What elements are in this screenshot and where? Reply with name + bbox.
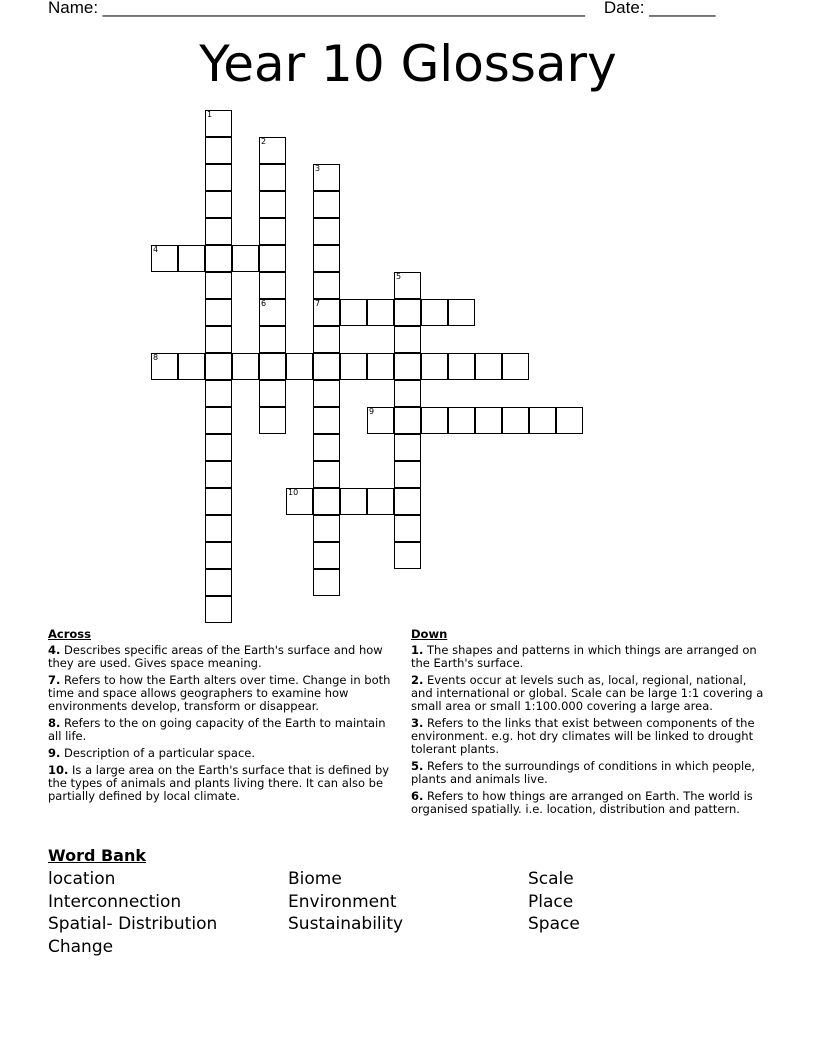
crossword-cell[interactable] bbox=[259, 191, 286, 218]
crossword-cell[interactable] bbox=[232, 245, 259, 272]
crossword-cell[interactable] bbox=[448, 299, 475, 326]
crossword-cell[interactable] bbox=[313, 488, 340, 515]
crossword-cell[interactable] bbox=[259, 272, 286, 299]
crossword-cell[interactable] bbox=[313, 218, 340, 245]
clue-number: 6. bbox=[411, 789, 424, 803]
crossword-cell[interactable] bbox=[340, 488, 367, 515]
crossword-cell[interactable] bbox=[205, 110, 232, 137]
clue-text: Refers to how things are arranged on Earth. The world is organised spatially. i.e. location, distribution and pattern. bbox=[411, 789, 753, 816]
word-bank-word: Interconnection bbox=[48, 891, 182, 912]
across-heading: Across bbox=[48, 627, 91, 641]
word-bank-word: Place bbox=[528, 891, 574, 912]
across-clue bbox=[48, 717, 394, 743]
crossword-cell[interactable] bbox=[313, 434, 340, 461]
word-bank-word: Change bbox=[48, 937, 114, 958]
crossword-cell[interactable] bbox=[205, 515, 232, 542]
crossword-cell[interactable] bbox=[475, 353, 502, 380]
across-clues bbox=[48, 628, 394, 807]
crossword-cell[interactable] bbox=[313, 569, 340, 596]
crossword-cell[interactable] bbox=[394, 515, 421, 542]
clue-number-label: 2 bbox=[261, 137, 267, 146]
name-date-line: Name: ___________________________________________________ Date: _______ bbox=[48, 0, 716, 17]
crossword-cell[interactable] bbox=[313, 299, 340, 326]
clue-number: 10. bbox=[48, 763, 69, 777]
crossword-cell[interactable] bbox=[259, 299, 286, 326]
word-bank-word: Scale bbox=[528, 869, 574, 889]
crossword-cell[interactable] bbox=[394, 407, 421, 434]
word-bank-column bbox=[528, 868, 758, 936]
crossword-cell[interactable] bbox=[556, 407, 583, 434]
crossword-cell[interactable] bbox=[394, 542, 421, 569]
page-title: Year 10 Glossary bbox=[199, 35, 617, 93]
crossword-cell[interactable] bbox=[502, 353, 529, 380]
clue-number-label: 6 bbox=[261, 299, 267, 308]
crossword-cell[interactable] bbox=[313, 272, 340, 299]
crossword-cell[interactable] bbox=[394, 272, 421, 299]
crossword-cell[interactable] bbox=[205, 461, 232, 488]
word-bank-word: Biome bbox=[288, 869, 342, 889]
down-heading: Down bbox=[411, 627, 448, 641]
word-bank-word: Spatial- Distribution bbox=[48, 914, 218, 935]
crossword-cell[interactable] bbox=[367, 488, 394, 515]
clue-text: Events occur at levels such as, local, regional, national, and international or global. Scale can be large 1:1 covering a small area or small 1:100.000 covering a large area. bbox=[411, 673, 764, 713]
crossword-cell[interactable] bbox=[205, 353, 232, 380]
crossword-cell[interactable] bbox=[232, 353, 259, 380]
crossword-cell[interactable] bbox=[313, 191, 340, 218]
crossword-cell[interactable] bbox=[529, 407, 556, 434]
crossword-cell[interactable] bbox=[394, 326, 421, 353]
crossword-cell[interactable] bbox=[259, 218, 286, 245]
crossword-cell[interactable] bbox=[205, 218, 232, 245]
crossword-cell[interactable] bbox=[205, 407, 232, 434]
down-clue bbox=[411, 760, 771, 786]
crossword-cell[interactable] bbox=[394, 299, 421, 326]
clue-text: Refers to the links that exist between components of the environment. e.g. hot dry climates will be linked to drought tolerant plants. bbox=[411, 716, 755, 756]
clue-number-label: 10 bbox=[288, 488, 299, 497]
word-bank-title: Word Bank bbox=[48, 846, 147, 865]
word-bank-column bbox=[288, 868, 518, 936]
crossword-cell[interactable] bbox=[205, 299, 232, 326]
crossword-cell[interactable] bbox=[421, 353, 448, 380]
crossword-cell[interactable] bbox=[205, 191, 232, 218]
clue-number-label: 3 bbox=[315, 164, 321, 173]
clue-text: Refers to the on going capacity of the Earth to maintain all life. bbox=[48, 716, 386, 743]
crossword-cell[interactable] bbox=[205, 380, 232, 407]
across-clue bbox=[48, 764, 394, 803]
crossword-cell[interactable] bbox=[367, 299, 394, 326]
word-bank-word: Sustainability bbox=[288, 914, 404, 935]
crossword-cell[interactable] bbox=[205, 488, 232, 515]
clue-text: Description of a particular space. bbox=[64, 746, 256, 760]
across-clue bbox=[48, 747, 394, 760]
clue-text: Refers to the surroundings of conditions in which people, plants and animals live. bbox=[411, 759, 755, 786]
crossword-cell[interactable] bbox=[394, 488, 421, 515]
clue-number-label: 7 bbox=[315, 299, 321, 308]
across-clue bbox=[48, 644, 394, 670]
crossword-cell[interactable] bbox=[205, 542, 232, 569]
crossword-cell[interactable] bbox=[367, 407, 394, 434]
crossword-cell[interactable] bbox=[421, 299, 448, 326]
crossword-cell[interactable] bbox=[448, 407, 475, 434]
crossword-cell[interactable] bbox=[286, 353, 313, 380]
crossword-cell[interactable] bbox=[394, 380, 421, 407]
clue-number-label: 5 bbox=[396, 272, 402, 281]
crossword-cell[interactable] bbox=[313, 407, 340, 434]
clue-number-label: 8 bbox=[153, 353, 159, 362]
clue-text: Is a large area on the Earth's surface that is defined by the types of animals and plants living there. It can also be partially defined by local climate. bbox=[48, 763, 390, 803]
crossword-cell[interactable] bbox=[178, 245, 205, 272]
crossword-cell[interactable] bbox=[340, 353, 367, 380]
crossword-cell[interactable] bbox=[205, 137, 232, 164]
crossword-cell[interactable] bbox=[259, 245, 286, 272]
clue-number: 1. bbox=[411, 643, 424, 657]
crossword-cell[interactable] bbox=[259, 164, 286, 191]
across-clue bbox=[48, 674, 394, 713]
crossword-cell[interactable] bbox=[205, 326, 232, 353]
clue-number: 3. bbox=[411, 716, 424, 730]
crossword-cell[interactable] bbox=[448, 353, 475, 380]
crossword-cell[interactable] bbox=[313, 326, 340, 353]
crossword-cell[interactable] bbox=[205, 434, 232, 461]
crossword-cell[interactable] bbox=[313, 461, 340, 488]
crossword-cell[interactable] bbox=[151, 353, 178, 380]
clue-text: Refers to how the Earth alters over time. Change in both time and space allows geographers to examine how environments develop, transform or disappear. bbox=[48, 673, 391, 713]
down-clues bbox=[411, 628, 771, 820]
crossword-cell[interactable] bbox=[313, 380, 340, 407]
word-bank-column bbox=[48, 868, 278, 959]
down-clue bbox=[411, 674, 771, 713]
crossword-cell[interactable] bbox=[313, 542, 340, 569]
crossword-cell[interactable] bbox=[313, 515, 340, 542]
clue-number: 4. bbox=[48, 643, 61, 657]
crossword-cell[interactable] bbox=[259, 137, 286, 164]
crossword-cell[interactable] bbox=[205, 164, 232, 191]
crossword-cell[interactable] bbox=[205, 569, 232, 596]
crossword-cell[interactable] bbox=[367, 353, 394, 380]
word-bank-word: Environment bbox=[288, 891, 397, 912]
crossword-cell[interactable] bbox=[313, 353, 340, 380]
crossword-cell[interactable] bbox=[259, 326, 286, 353]
crossword-cell[interactable] bbox=[313, 245, 340, 272]
clue-text: Describes specific areas of the Earth's surface and how they are used. Gives space meaning. bbox=[48, 643, 383, 670]
crossword-cell[interactable] bbox=[259, 407, 286, 434]
clue-number: 2. bbox=[411, 673, 424, 687]
down-clue bbox=[411, 644, 771, 670]
crossword-cell[interactable] bbox=[313, 164, 340, 191]
crossword-cell[interactable] bbox=[205, 245, 232, 272]
clue-number-label: 1 bbox=[207, 110, 213, 119]
crossword-cell[interactable] bbox=[286, 488, 313, 515]
crossword-cell[interactable] bbox=[340, 299, 367, 326]
clue-number-label: 4 bbox=[153, 245, 159, 254]
crossword-cell[interactable] bbox=[502, 407, 529, 434]
crossword-cell[interactable] bbox=[259, 353, 286, 380]
clue-number: 7. bbox=[48, 673, 61, 687]
crossword-cell[interactable] bbox=[205, 272, 232, 299]
clue-number: 9. bbox=[48, 746, 61, 760]
crossword-cell[interactable] bbox=[394, 353, 421, 380]
down-clue bbox=[411, 717, 771, 756]
clue-text: The shapes and patterns in which things are arranged on the Earth's surface. bbox=[411, 643, 757, 670]
word-bank-word: Space bbox=[528, 914, 580, 935]
crossword-cell[interactable] bbox=[205, 596, 232, 623]
word-bank-word: location bbox=[48, 869, 116, 889]
crossword-cell[interactable] bbox=[178, 353, 205, 380]
crossword-cell[interactable] bbox=[151, 245, 178, 272]
crossword-cell[interactable] bbox=[394, 461, 421, 488]
crossword-cell[interactable] bbox=[421, 407, 448, 434]
clue-number: 8. bbox=[48, 716, 61, 730]
clue-number: 5. bbox=[411, 759, 424, 773]
word-bank bbox=[48, 845, 768, 958]
clue-number-label: 9 bbox=[369, 407, 375, 416]
crossword-cell[interactable] bbox=[394, 434, 421, 461]
crossword-cell[interactable] bbox=[475, 407, 502, 434]
down-clue bbox=[411, 790, 771, 816]
crossword-cell[interactable] bbox=[259, 380, 286, 407]
